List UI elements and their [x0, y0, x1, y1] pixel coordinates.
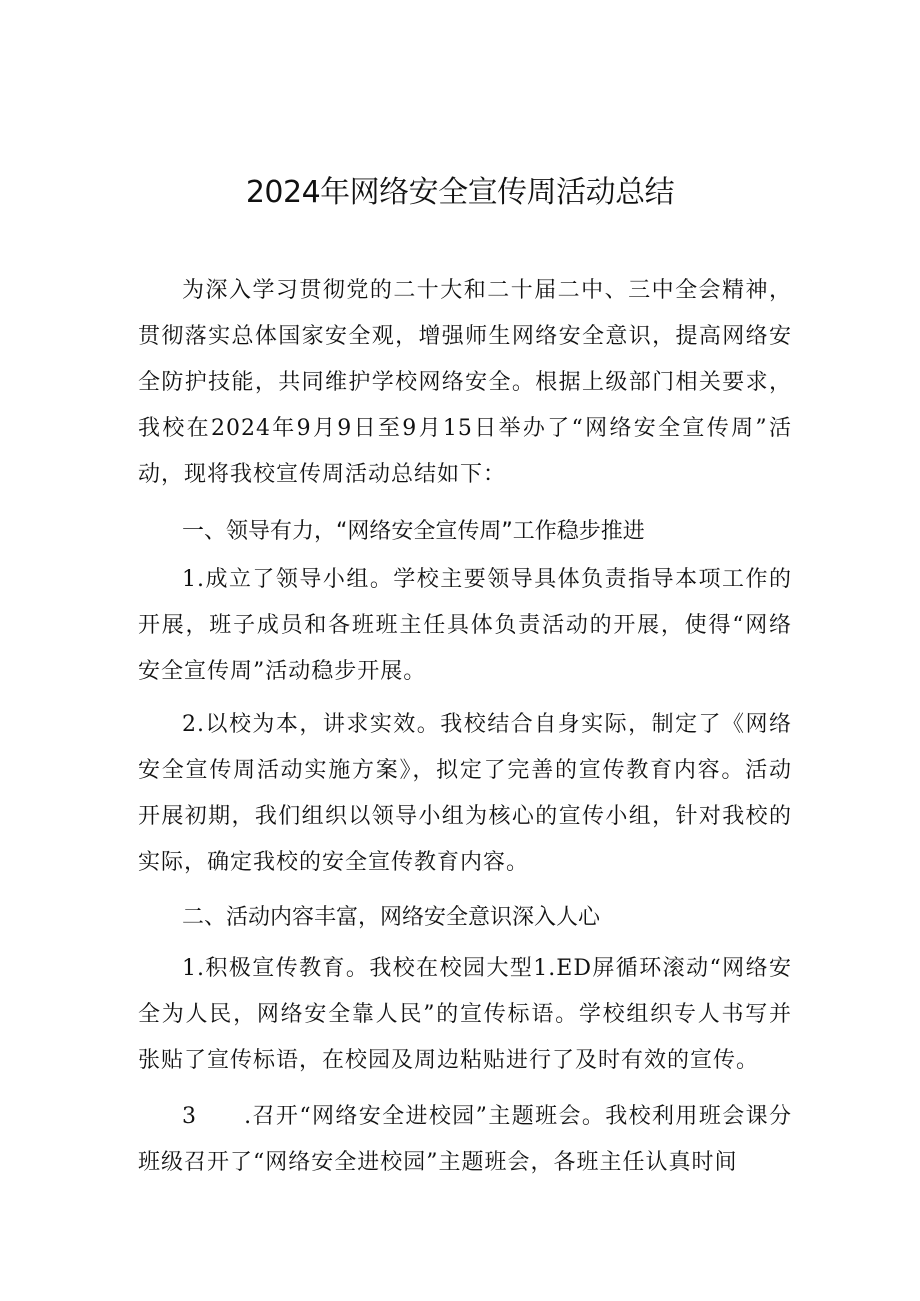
- section-2-paragraph-2: 3 .召开“网络安全进校园”主题班会。我校利用班会课分班级召开了“网络安全进校园”主题班会，各班主任认真时间: [138, 1104, 792, 1175]
- section-1-paragraph-1: 1.成立了领导小组。学校主要领导具体负责指导本项工作的开展，班子成员和各班班主任具体负责活动的开展，使得“网络安全宣传周”活动稳步开展。: [138, 567, 792, 684]
- section-heading-2: 二、活动内容丰富，网络安全意识深入人心: [182, 905, 601, 930]
- section-1-paragraph-2: 2.以校为本，讲求实效。我校结合自身实际，制定了《网络安全宣传周活动实施方案》，拟定了完善的宣传教育内容。活动开展初期，我们组织以领导小组为核心的宣传小组，针对我校的实际，确定我校的安全宣传教育内容。: [138, 712, 792, 875]
- document-title: 2024年网络安全宣传周活动总结: [245, 175, 675, 210]
- section-heading-1: 一、领导有力，“网络安全宣传周”工作稳步推进: [182, 519, 645, 544]
- section-2-paragraph-1: 1.积极宣传教育。我校在校园大型1.ED屏循环滚动“网络安全为人民，网络安全靠人民”的宣传标语。学校组织专人书写并张贴了宣传标语，在校园及周边粘贴进行了及时有效的宣传。: [138, 956, 792, 1073]
- intro-paragraph: 为深入学习贯彻党的二十大和二十届二中、三中全会精神，贯彻落实总体国家安全观，增强师生网络安全意识，提高网络安全防护技能，共同维护学校网络安全。根据上级部门相关要求，我校在2024年9月9日至9月15日举办了“网络安全宣传周”活动，现将我校宣传周活动总结如下：: [138, 278, 792, 487]
